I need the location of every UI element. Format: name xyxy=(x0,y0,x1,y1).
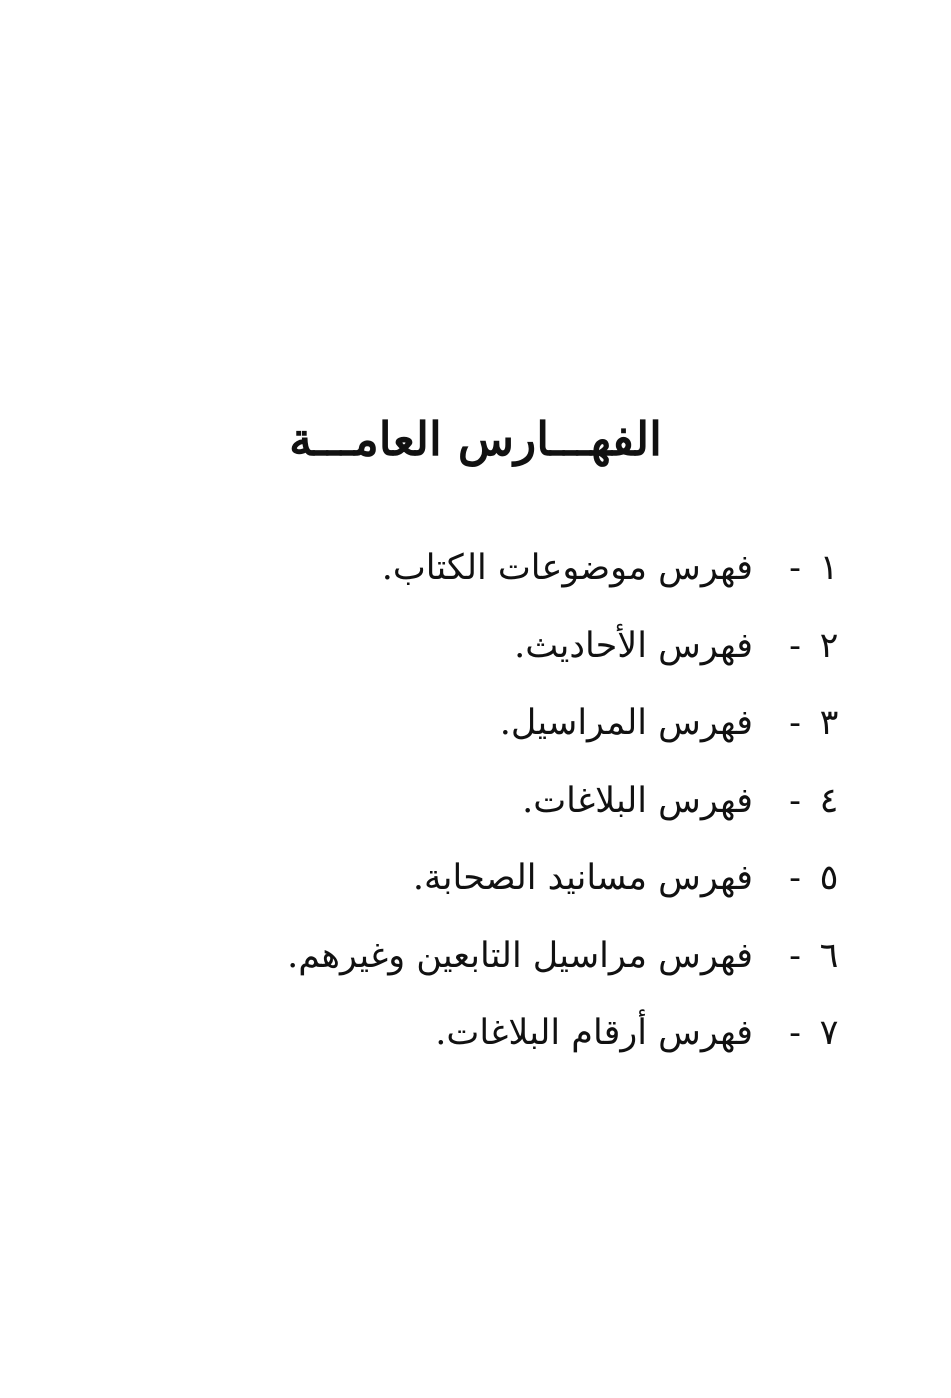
item-dash: - xyxy=(789,548,801,589)
item-text: فهرس مسانيد الصحابة. xyxy=(412,858,753,899)
item-number: ٥ xyxy=(819,858,839,899)
list-item xyxy=(223,995,843,1073)
item-dash: - xyxy=(789,858,801,899)
item-number: ٤ xyxy=(819,780,839,821)
item-number: ٢ xyxy=(819,625,839,666)
list-item xyxy=(223,685,843,763)
list-item xyxy=(223,918,843,996)
item-number: ١ xyxy=(819,548,839,589)
item-number: ٧ xyxy=(819,1013,839,1054)
item-number: ٣ xyxy=(819,703,839,744)
item-text: فهرس البلاغات. xyxy=(522,780,753,821)
item-dash: - xyxy=(789,935,801,976)
item-text: فهرس مراسيل التابعين وغيرهم. xyxy=(287,935,753,976)
item-text: فهرس المراسيل. xyxy=(499,703,753,744)
index-list xyxy=(223,530,843,1073)
item-dash: - xyxy=(789,780,801,821)
list-item xyxy=(223,840,843,918)
item-number: ٦ xyxy=(819,935,839,976)
item-text: فهرس أرقام البلاغات. xyxy=(435,1013,753,1054)
item-dash: - xyxy=(789,1013,801,1054)
item-text: فهرس الأحاديث. xyxy=(514,625,753,666)
list-item xyxy=(223,763,843,841)
list-item xyxy=(223,608,843,686)
list-item xyxy=(223,530,843,608)
item-text: فهرس موضوعات الكتاب. xyxy=(381,548,753,589)
item-dash: - xyxy=(789,703,801,744)
item-dash: - xyxy=(789,625,801,666)
page-title: الفهـــارس العامـــة xyxy=(289,411,662,466)
